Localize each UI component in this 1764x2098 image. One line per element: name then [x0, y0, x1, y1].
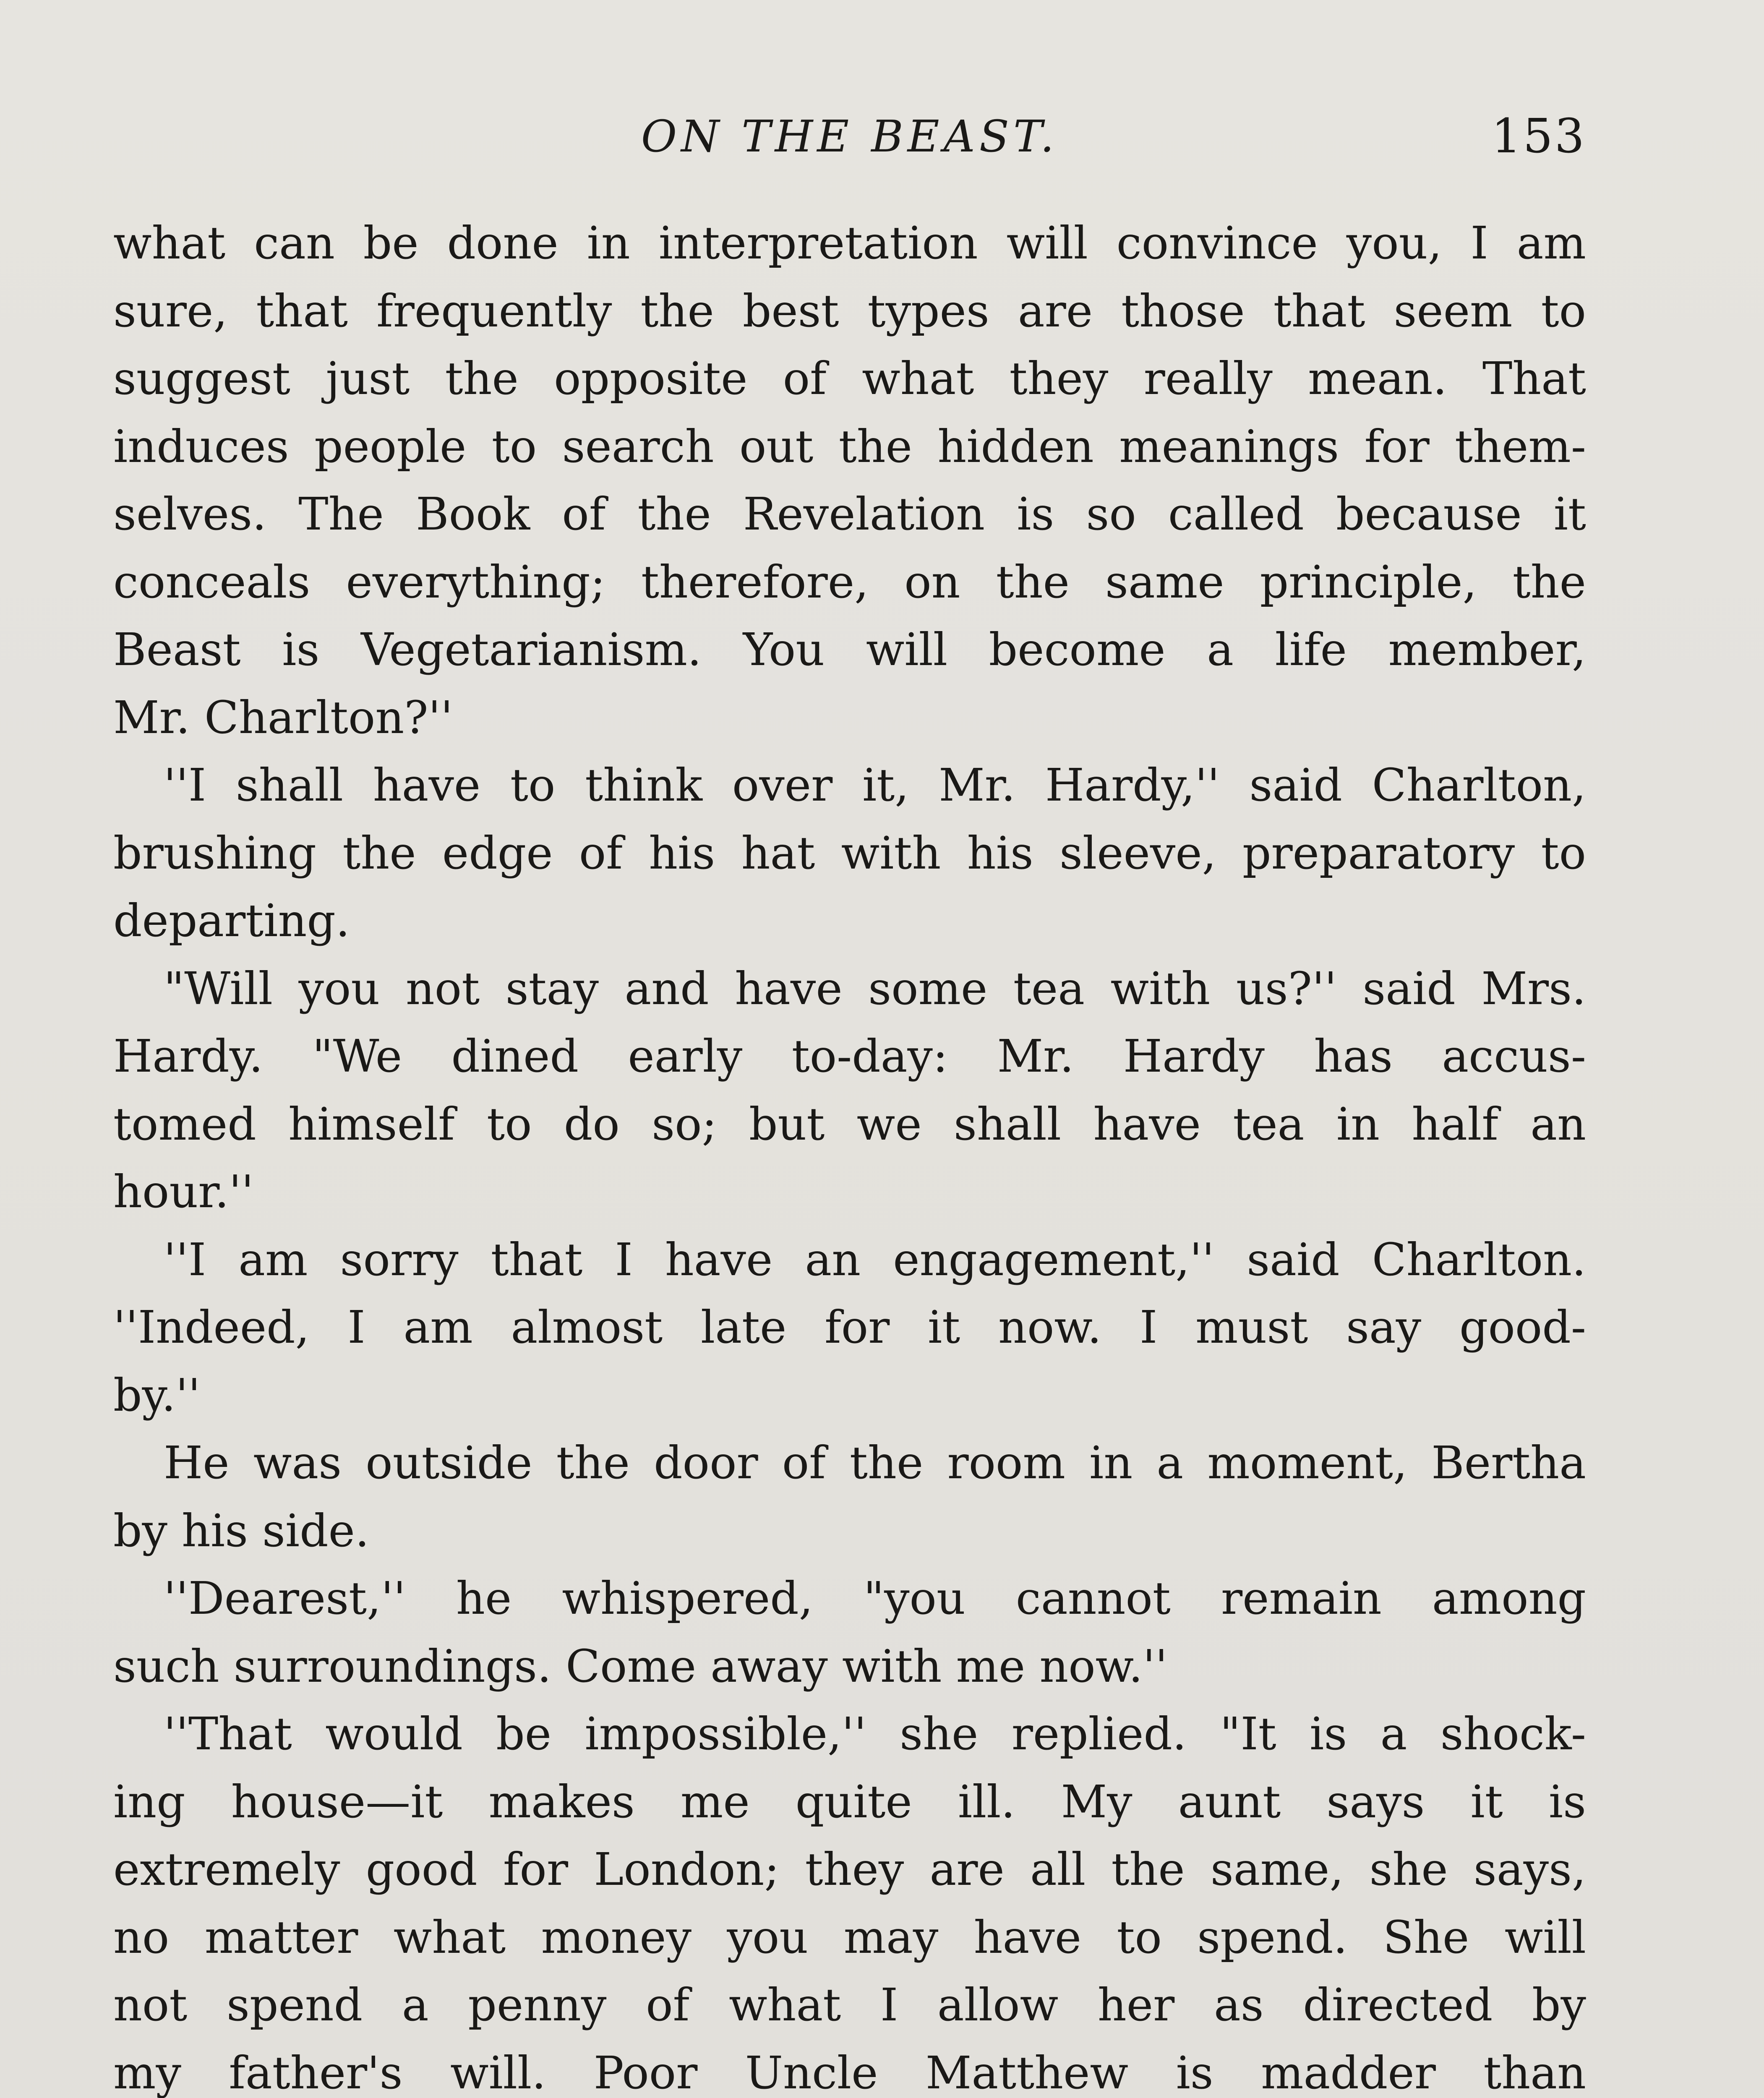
- text-line: extremely good for London; they are all the same, she says,: [113, 1844, 1586, 1896]
- text-line: ''I shall have to think over it, Mr. Hardy,'' said Charlton,: [164, 759, 1586, 812]
- page-number: 153: [1491, 109, 1586, 164]
- running-title: ON THE BEAST.: [641, 111, 1059, 162]
- text-line: ing house—it makes me quite ill. My aunt says it is: [113, 1776, 1586, 1828]
- text-line: ''That would be impossible,'' she replied. "It is a shock-: [164, 1708, 1586, 1760]
- text-line: by his side.: [113, 1505, 369, 1557]
- text-line: induces people to search out the hidden meanings for them-: [113, 420, 1586, 473]
- text-line: my father's will. Poor Uncle Matthew is madder than: [113, 2047, 1586, 2098]
- text-line: tomed himself to do so; but we shall have tea in half an: [113, 1098, 1586, 1151]
- text-line: suggest just the opposite of what they really mean. That: [113, 353, 1586, 405]
- text-line: not spend a penny of what I allow her as directed by: [113, 1979, 1586, 2031]
- text-line: selves. The Book of the Revelation is so called because it: [113, 488, 1586, 540]
- text-line: Mr. Charlton?'': [113, 692, 453, 744]
- text-line: what can be done in interpretation will convince you, I am: [113, 217, 1586, 269]
- text-line: such surroundings. Come away with me now.'': [113, 1640, 1168, 1693]
- text-line: Beast is Vegetarianism. You will become a life member,: [113, 624, 1586, 676]
- text-line: hour.'': [113, 1166, 254, 1218]
- text-line: "Will you not stay and have some tea with us?'' said Mrs.: [164, 963, 1586, 1015]
- text-line: Hardy. "We dined early to-day: Mr. Hardy has accus-: [113, 1031, 1586, 1083]
- text-line: ''Dearest,'' he whispered, "you cannot remain among: [164, 1573, 1586, 1625]
- text-line: sure, that frequently the best types are those that seem to: [113, 285, 1586, 337]
- text-line: by.'': [113, 1369, 201, 1422]
- text-line: no matter what money you may have to spend. She will: [113, 1911, 1586, 1964]
- text-line: He was outside the door of the room in a moment, Bertha: [164, 1437, 1586, 1489]
- text-line: departing.: [113, 895, 350, 947]
- text-line: ''Indeed, I am almost late for it now. I must say good-: [113, 1302, 1586, 1354]
- body-text: [113, 210, 1586, 2098]
- text-line: brushing the edge of his hat with his sleeve, preparatory to: [113, 827, 1586, 879]
- text-line: conceals everything; therefore, on the same principle, the: [113, 556, 1586, 608]
- text-line: ''I am sorry that I have an engagement,'' said Charlton.: [164, 1234, 1586, 1286]
- running-head: [113, 105, 1586, 168]
